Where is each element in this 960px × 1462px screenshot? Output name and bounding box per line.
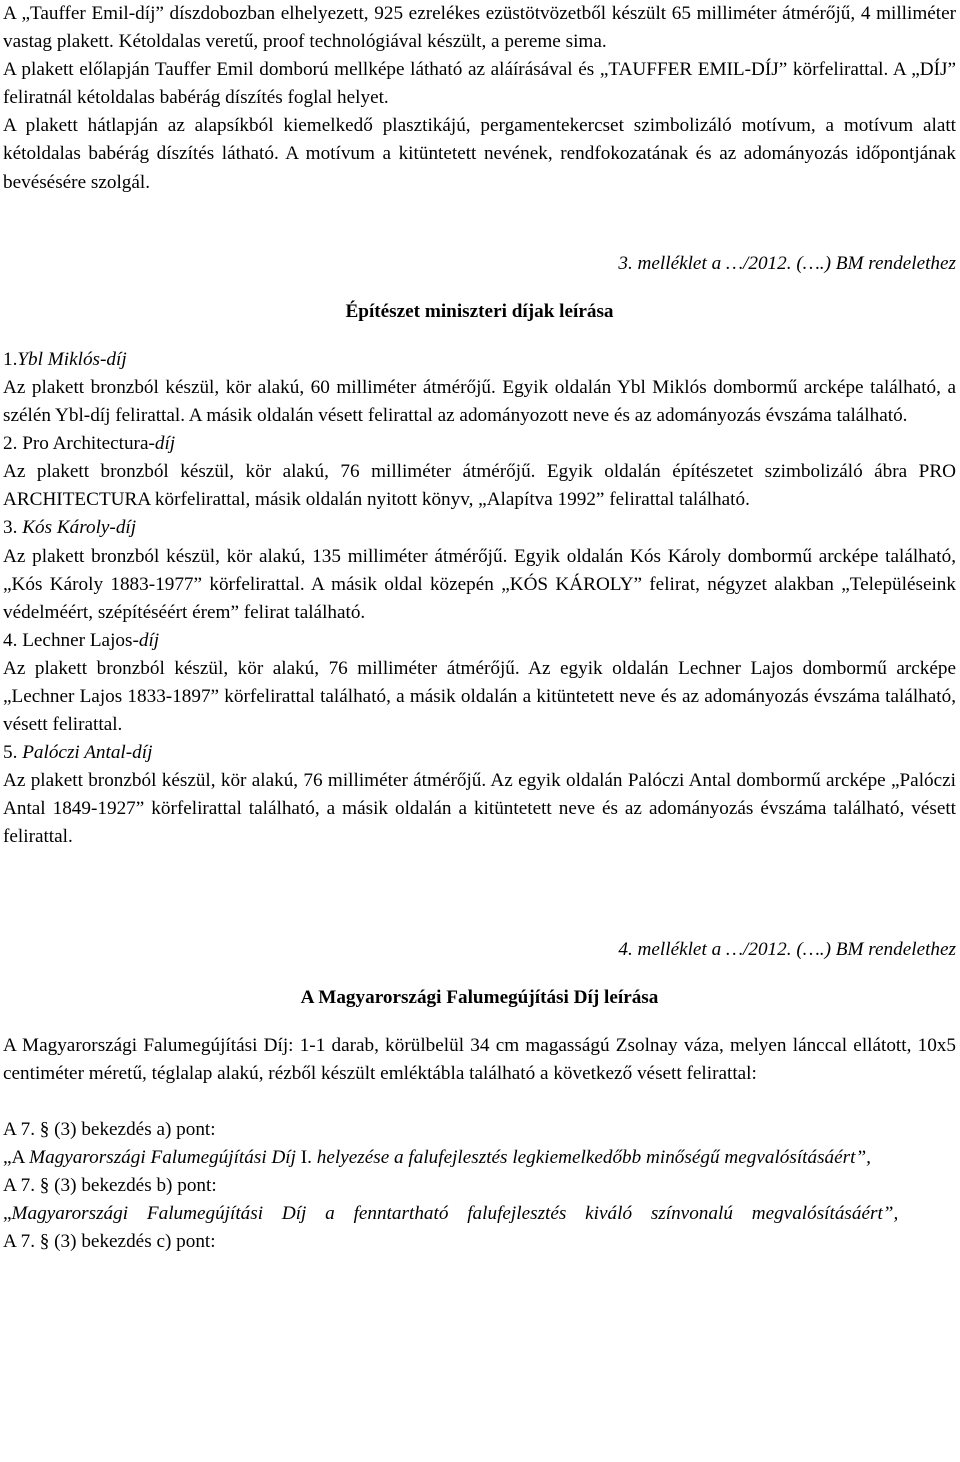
point-b-inscription [3,1200,956,1228]
tauffer-paragraph-3: A plakett hátlapján az alapsíkból kiemelkedő plasztikájú, pergamentekercset szimbolizáló motívum, a motívum alatt kétoldalas babérág díszítés látható. A motívum a kitüntetett nevének, rendfokozatának és az adományozás időpontjának bevésésére szolgál. [3,115,956,193]
award-number: 1. [3,348,18,370]
award-description-ybl: Az plakett bronzból készül, kör alakú, 60 milliméter átmérőjű. Egyik oldalán Ybl Miklós dombormű arcképe található, a szélén Ybl-díj felirattal. A másik oldalán vésett felirattal az adományozott neve és az adományozás évszáma található. [3,376,956,427]
award-name: Ybl Miklós-díj [17,348,127,370]
award-heading-ybl [3,346,956,374]
award-description-lechner-lajos: Az plakett bronzból készül, kör alakú, 76 milliméter átmérőjű. Az egyik oldalán Lechner Lajos dombormű arcképe „Lechner Lajos 1833-1897” körfelirattal található, a másik oldalán a kitüntetett neve és az adományozás évszáma található, vésett felirattal. [3,657,956,736]
award-description-kos-karoly: Az plakett bronzból készül, kör alakú, 135 milliméter átmérőjű. Egyik oldalán Kós Károly dombormű arcképe található, „Kós Károly 1883-1977” körfelirattal. A másik oldal közepén „KÓS KÁROLY” felirat, négyzet alakban „Településeink védelméért, szépítéséért érem” felirat található. [3,545,956,623]
award-heading-lechner-lajos [3,627,956,655]
award-description-pro-architectura: Az plakett bronzból készül, kör alakú, 76 milliméter átmérőjű. Egyik oldalán építészetet szimbolizáló ábra PRO ARCHITECTURA körfelirattal, másik oldalán nyitott könyv, „Alapítva 1992” felirattal található. [3,461,956,511]
point-a-label: A 7. § (3) bekezdés a) pont: [3,1118,216,1140]
award-name-plain: Lechner Lajos [22,629,133,651]
annex-4-title: A Magyarországi Falumegújítási Díj leírása [300,986,659,1008]
award-number: 3. [3,517,23,539]
tauffer-paragraph-1: A „Tauffer Emil-díj” díszdobozban elhelyezett, 925 ezrelékes ezüstötvözetből készült 65 milliméter átmérőjű, 4 milliméter vastag plakett. Kétoldalas veretű, proof technológiával készült, a pereme sima. [3,3,956,53]
award-number: 4. [3,629,23,651]
quote-open: „ [3,1203,12,1225]
document-page [3,0,956,1256]
award-name: -díj [148,433,176,455]
award-heading-paloczi-antal [3,739,956,767]
inscription-italic: Magyarországi Falumegújítási Díj [29,1147,296,1168]
award-heading-pro-architectura [3,430,956,458]
inscription-italic: Magyarországi Falumegújítási Díj a fenntartható falufejlesztés kiváló színvonalú megvalósításáért”, [11,1203,899,1225]
annex-4-intro: A Magyarországi Falumegújítási Díj: 1-1 darab, körülbelül 34 cm magasságú Zsolnay váza, melyen lánccal ellátott, 10x5 centiméter méretű, téglalap alakú, rézből készült emléktábla található a következő vésett felirattal: [3,1034,956,1084]
annex-3-title: Építészet miniszteri díjak leírása [345,300,614,322]
award-name-plain: Pro Architectura [22,433,149,455]
annex-4-label: 4. melléklet a …/2012. (….) BM rendelethez [618,938,956,960]
point-b-label: A 7. § (3) bekezdés b) pont: [3,1175,217,1197]
award-number: 2. [3,433,23,455]
award-name: Kós Károly-díj [22,517,137,539]
quote-open: „A [3,1147,30,1168]
inscription-plain: I. [295,1147,317,1168]
award-name: -díj [132,629,160,651]
award-description-paloczi-antal: Az plakett bronzból készül, kör alakú, 76 milliméter átmérőjű. Az egyik oldalán Palóczi Antal dombormű arcképe „Palóczi Antal 1849-1927” körfelirattal található, a másik oldalán a kitüntetett neve és az adományozás évszáma található, vésett felirattal. [3,770,956,848]
inscription-italic: helyezése a falufejlesztés legkiemelkedőbb minőségű megvalósításáért”, [316,1147,871,1168]
award-name: Palóczi Antal-díj [22,742,153,764]
point-a-inscription [3,1144,956,1172]
award-number: 5. [3,742,23,764]
award-heading-kos-karoly [3,514,956,542]
annex-3-label: 3. melléklet a …/2012. (….) BM rendelethez [618,252,956,274]
point-c-label: A 7. § (3) bekezdés c) pont: [3,1231,216,1253]
tauffer-paragraph-2: A plakett előlapján Tauffer Emil domború mellképe látható az aláírásával és „TAUFFER EMIL-DÍJ” körfelirattal. A „DÍJ” feliratnál kétoldalas babérág díszítés foglal helyet. [3,59,956,109]
